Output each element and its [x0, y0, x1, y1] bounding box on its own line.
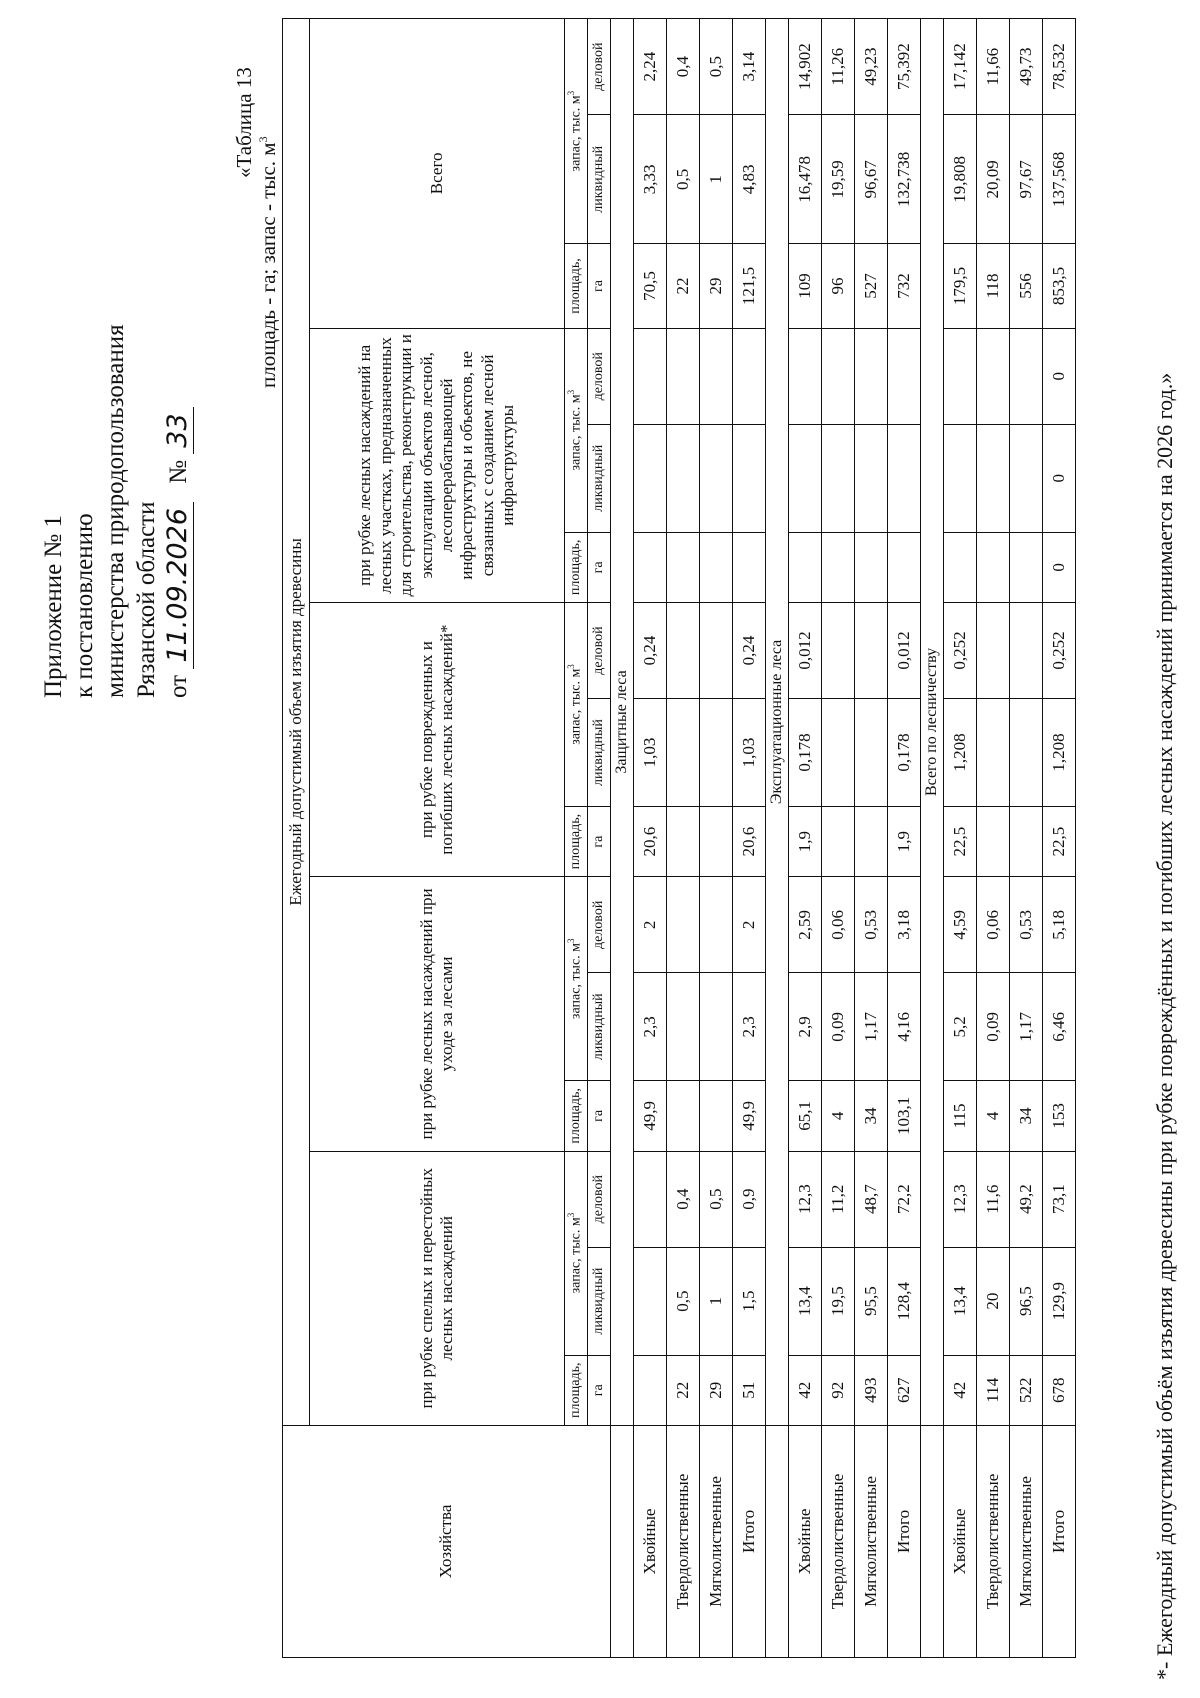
table-cell: 1,208 — [944, 699, 977, 807]
table-cell: 13,4 — [944, 1247, 977, 1355]
table-row — [1010, 19, 1043, 1658]
table-cell — [733, 328, 766, 424]
table-cell: 0,06 — [822, 877, 855, 973]
table-cell: 19,59 — [822, 115, 855, 244]
table-row — [1043, 19, 1076, 1658]
table-cell: 0,012 — [888, 602, 921, 698]
table-cell: 0,9 — [733, 1151, 766, 1247]
farm-name: Итого — [1043, 1425, 1076, 1657]
handwritten-number: 33 — [162, 407, 194, 453]
table-cell: 95,5 — [855, 1247, 888, 1355]
farm-name: Итого — [888, 1425, 921, 1657]
table-cell: 678 — [1043, 1355, 1076, 1425]
table-cell — [789, 424, 822, 532]
table-cell: 49,9 — [634, 1081, 667, 1151]
table-cell: 17,142 — [944, 19, 977, 115]
table-cell — [822, 602, 855, 698]
table-cell: 1,03 — [733, 699, 766, 807]
date-prefix: от — [165, 674, 192, 698]
table-cell — [822, 424, 855, 532]
table-cell: 0,24 — [634, 602, 667, 698]
table-cell: 2 — [634, 877, 667, 973]
section-title: Защитные леса — [611, 19, 634, 1426]
table-cell — [700, 806, 733, 876]
table-cell — [700, 1081, 733, 1151]
table-cell: 4,83 — [733, 115, 766, 244]
farms-header: Хозяйства — [283, 1425, 611, 1657]
liquid-header: ликвидный — [588, 115, 611, 244]
table-row — [944, 19, 977, 1658]
table-cell: 19,5 — [822, 1247, 855, 1355]
area-header: площадь, — [565, 244, 588, 328]
table-cell: 78,532 — [1043, 19, 1076, 115]
table-cell — [977, 532, 1010, 602]
table-cell — [700, 328, 733, 424]
table-cell: 118 — [977, 244, 1010, 328]
table-cell: 0,4 — [667, 1151, 700, 1247]
table-cell: 19,808 — [944, 115, 977, 244]
table-cell: 1 — [700, 115, 733, 244]
table-cell — [888, 424, 921, 532]
table-cell: 2,24 — [634, 19, 667, 115]
section-row — [766, 19, 789, 1658]
table-cell: 1,03 — [634, 699, 667, 807]
stock-header-text: запас, тыс. м — [568, 942, 584, 1020]
table-cell: 627 — [888, 1355, 921, 1425]
table-row — [888, 19, 921, 1658]
table-cell: 11,66 — [977, 19, 1010, 115]
table-cell — [888, 328, 921, 424]
table-cell — [667, 1081, 700, 1151]
harvest-volume-table — [282, 18, 1076, 1658]
category-care-felling: при рубке лесных насаждений при уходе за лесами — [310, 877, 565, 1151]
table-cell: 103,1 — [888, 1081, 921, 1151]
table-cell — [977, 328, 1010, 424]
table-cell: 0,24 — [733, 602, 766, 698]
table-cell — [1010, 602, 1043, 698]
stock-header-superscript: 3 — [566, 664, 577, 669]
table-cell: 73,1 — [1043, 1151, 1076, 1247]
table-row — [789, 19, 822, 1658]
area-unit-header: га — [588, 532, 611, 602]
table-cell: 0 — [1043, 424, 1076, 532]
table-cell — [667, 532, 700, 602]
table-cell — [667, 328, 700, 424]
table-cell: 49,9 — [733, 1081, 766, 1151]
table-cell — [667, 973, 700, 1081]
table-cell — [822, 806, 855, 876]
table-cell: 1,17 — [855, 973, 888, 1081]
table-cell — [855, 806, 888, 876]
farm-name: Мягколиственные — [1010, 1425, 1043, 1657]
farm-name: Итого — [733, 1425, 766, 1657]
table-cell: 49,2 — [1010, 1151, 1043, 1247]
table-cell — [700, 424, 733, 532]
area-unit-header: га — [588, 1081, 611, 1151]
table-cell: 34 — [1010, 1081, 1043, 1151]
table-cell: 96,5 — [1010, 1247, 1043, 1355]
table-cell — [700, 877, 733, 973]
table-cell: 96 — [822, 244, 855, 328]
table-cell: 0,53 — [1010, 877, 1043, 973]
table-cell: 5,18 — [1043, 877, 1076, 973]
table-cell — [634, 1151, 667, 1247]
table-cell: 2,3 — [733, 973, 766, 1081]
table-cell — [944, 424, 977, 532]
table-cell: 3,33 — [634, 115, 667, 244]
table-cell — [822, 699, 855, 807]
table-cell: 22 — [667, 1355, 700, 1425]
table-cell — [977, 806, 1010, 876]
table-cell — [855, 602, 888, 698]
table-head-row-1 — [283, 19, 310, 1658]
farm-name: Твердолиственные — [667, 1425, 700, 1657]
header-line: к постановлению — [71, 513, 98, 698]
farm-name: Твердолиственные — [977, 1425, 1010, 1657]
table-cell: 1,208 — [1043, 699, 1076, 807]
table-cell: 22,5 — [944, 806, 977, 876]
stock-header-superscript: 3 — [566, 1212, 577, 1218]
business-header: деловой — [588, 1151, 611, 1247]
table-cell — [789, 328, 822, 424]
table-cell: 2,9 — [789, 973, 822, 1081]
business-header: деловой — [588, 19, 611, 115]
table-cell — [944, 532, 977, 602]
table-cell — [700, 602, 733, 698]
table-cell: 129,9 — [1043, 1247, 1076, 1355]
category-infrastructure-felling: при рубке лесных насаждений на лесных участках, предназначенных для строительства, реконструкции и эксплуатации объектов лесной, лесоперерабатывающей инфраструктуры и объектов, не связанных с созданием лесной инфраструктуры — [310, 328, 565, 602]
farm-name: Мягколиственные — [700, 1425, 733, 1657]
table-body — [283, 19, 1076, 1658]
farm-name: Хвойные — [634, 1425, 667, 1657]
table-cell: 556 — [1010, 244, 1043, 328]
table-cell: 115 — [944, 1081, 977, 1151]
business-header: деловой — [588, 328, 611, 424]
table-cell: 853,5 — [1043, 244, 1076, 328]
table-cell: 16,478 — [789, 115, 822, 244]
stock-header — [565, 877, 588, 1081]
table-cell: 51 — [733, 1355, 766, 1425]
category-damaged-felling: при рубке поврежденных и погибших лесных насаждений* — [310, 602, 565, 876]
table-row — [634, 19, 667, 1658]
units-superscript: 3 — [256, 136, 270, 143]
table-cell: 1,9 — [888, 806, 921, 876]
area-header: площадь, — [565, 1355, 588, 1425]
table-cell: 29 — [700, 1355, 733, 1425]
liquid-header: ликвидный — [588, 973, 611, 1081]
table-cell — [944, 328, 977, 424]
table-cell: 75,392 — [888, 19, 921, 115]
table-cell — [1010, 328, 1043, 424]
table-cell — [733, 532, 766, 602]
table-cell — [700, 973, 733, 1081]
header-line: министерства природопользования — [102, 324, 129, 698]
table-cell: 49,73 — [1010, 19, 1043, 115]
table-cell — [855, 424, 888, 532]
area-header: площадь, — [565, 1081, 588, 1151]
table-cell — [700, 532, 733, 602]
table-cell: 0,53 — [855, 877, 888, 973]
table-cell: 1,9 — [789, 806, 822, 876]
table-cell — [822, 532, 855, 602]
table-cell: 121,5 — [733, 244, 766, 328]
header-line: Приложение № 1 — [40, 514, 67, 698]
table-cell — [822, 328, 855, 424]
table-cell: 0,5 — [700, 19, 733, 115]
table-cell — [700, 699, 733, 807]
area-unit-header: га — [588, 244, 611, 328]
table-cell: 0,4 — [667, 19, 700, 115]
table-row — [667, 19, 700, 1658]
stock-header-superscript: 3 — [566, 938, 577, 943]
table-cell: 132,738 — [888, 115, 921, 244]
table-cell: 92 — [822, 1355, 855, 1425]
table-cell: 0,252 — [944, 602, 977, 698]
table-cell: 3,18 — [888, 877, 921, 973]
table-cell: 137,568 — [1043, 115, 1076, 244]
units-text: площадь - га; запас - тыс. м — [256, 142, 280, 388]
liquid-header: ликвидный — [588, 424, 611, 532]
table-cell — [634, 1247, 667, 1355]
table-cell: 4,59 — [944, 877, 977, 973]
table-cell — [667, 699, 700, 807]
table-cell: 1,5 — [733, 1247, 766, 1355]
table-cell: 12,3 — [789, 1151, 822, 1247]
stock-header — [565, 19, 588, 244]
table-cell: 11,6 — [977, 1151, 1010, 1247]
table-cell: 42 — [944, 1355, 977, 1425]
stock-header-text: запас, тыс. м — [568, 394, 584, 471]
table-cell: 20,6 — [634, 806, 667, 876]
stock-header — [565, 1151, 588, 1355]
table-cell — [667, 877, 700, 973]
group-title: Ежегодный допустимый объем изъятия древесины — [283, 19, 310, 1426]
units-label — [256, 136, 281, 388]
table-cell: 0 — [1043, 328, 1076, 424]
stock-header-superscript: 3 — [566, 389, 577, 395]
stock-header — [565, 602, 588, 806]
table-cell — [1010, 532, 1043, 602]
table-cell: 20,09 — [977, 115, 1010, 244]
farm-name: Хвойные — [789, 1425, 822, 1657]
table-cell — [888, 532, 921, 602]
section-title: Всего по лесничеству — [921, 19, 944, 1426]
handwritten-date: 11.09.2026 — [162, 502, 194, 669]
table-cell: 4 — [822, 1081, 855, 1151]
table-cell: 11,26 — [822, 19, 855, 115]
liquid-header: ликвидный — [588, 1247, 611, 1355]
table-cell: 0,012 — [789, 602, 822, 698]
table-cell — [977, 424, 1010, 532]
table-row — [855, 19, 888, 1658]
table-cell: 49,23 — [855, 19, 888, 115]
table-cell: 109 — [789, 244, 822, 328]
table-cell — [667, 424, 700, 532]
table-cell: 1 — [700, 1247, 733, 1355]
approval-header — [38, 324, 193, 698]
table-cell — [634, 1355, 667, 1425]
table-cell: 13,4 — [789, 1247, 822, 1355]
table-cell — [977, 699, 1010, 807]
table-cell: 0,5 — [700, 1151, 733, 1247]
table-cell: 0,178 — [888, 699, 921, 807]
table-cell: 153 — [1043, 1081, 1076, 1151]
table-cell: 65,1 — [789, 1081, 822, 1151]
table-cell: 0,5 — [667, 1247, 700, 1355]
section-title: Эксплуатационные леса — [766, 19, 789, 1426]
table-cell — [855, 699, 888, 807]
section-row — [921, 19, 944, 1658]
table-cell: 34 — [855, 1081, 888, 1151]
table-cell — [634, 328, 667, 424]
table-cell: 0,09 — [977, 973, 1010, 1081]
table-label: «Таблица 13 — [232, 67, 256, 178]
table-cell: 0,5 — [667, 115, 700, 244]
number-prefix: № — [165, 459, 192, 484]
table-cell: 22 — [667, 244, 700, 328]
table-cell: 0,06 — [977, 877, 1010, 973]
stock-header-text: запас, тыс. м — [568, 1217, 584, 1294]
table-cell: 96,67 — [855, 115, 888, 244]
table-cell: 3,14 — [733, 19, 766, 115]
table-cell — [667, 806, 700, 876]
farm-name: Хвойные — [944, 1425, 977, 1657]
table-cell — [634, 532, 667, 602]
area-header: площадь, — [565, 532, 588, 602]
table-cell — [855, 328, 888, 424]
table-cell: 522 — [1010, 1355, 1043, 1425]
business-header: деловой — [588, 877, 611, 973]
category-mature-felling: при рубке спелых и перестойных лесных насаждений — [310, 1151, 565, 1425]
table-cell: 5,2 — [944, 973, 977, 1081]
table-cell: 20 — [977, 1247, 1010, 1355]
table-cell — [1010, 806, 1043, 876]
table-cell: 0,252 — [1043, 602, 1076, 698]
table-cell: 2,59 — [789, 877, 822, 973]
table-row — [822, 19, 855, 1658]
table-row — [977, 19, 1010, 1658]
table-cell: 2,3 — [634, 973, 667, 1081]
table-cell: 72,2 — [888, 1151, 921, 1247]
table-cell: 20,6 — [733, 806, 766, 876]
table-cell: 1,17 — [1010, 973, 1043, 1081]
table-cell — [667, 602, 700, 698]
table-cell: 114 — [977, 1355, 1010, 1425]
section-blank-cell — [766, 1425, 789, 1657]
table-cell: 0,09 — [822, 973, 855, 1081]
table-cell — [733, 424, 766, 532]
table-cell: 0,178 — [789, 699, 822, 807]
table-cell: 70,5 — [634, 244, 667, 328]
area-unit-header: га — [588, 1355, 611, 1425]
table-cell: 48,7 — [855, 1151, 888, 1247]
table-cell: 11,2 — [822, 1151, 855, 1247]
table-cell: 493 — [855, 1355, 888, 1425]
liquid-header: ликвидный — [588, 699, 611, 807]
scan-specks — [590, 1684, 596, 1690]
table-cell: 128,4 — [888, 1247, 921, 1355]
table-cell: 97,67 — [1010, 115, 1043, 244]
category-total: Всего — [310, 19, 565, 329]
table-cell: 29 — [700, 244, 733, 328]
table-cell — [1010, 424, 1043, 532]
table-cell: 4 — [977, 1081, 1010, 1151]
table-cell: 4,16 — [888, 973, 921, 1081]
area-header: площадь, — [565, 806, 588, 876]
table-cell: 22,5 — [1043, 806, 1076, 876]
table-head-row-4 — [588, 19, 611, 1658]
table-row — [700, 19, 733, 1658]
farm-name: Твердолиственные — [822, 1425, 855, 1657]
table-cell: 527 — [855, 244, 888, 328]
table-cell: 12,3 — [944, 1151, 977, 1247]
table-cell — [977, 602, 1010, 698]
table-cell: 6,46 — [1043, 973, 1076, 1081]
table-cell — [855, 532, 888, 602]
table-cell — [1010, 699, 1043, 807]
area-unit-header: га — [588, 806, 611, 876]
header-line: Рязанской области — [133, 501, 160, 698]
table-cell: 42 — [789, 1355, 822, 1425]
section-blank-cell — [921, 1425, 944, 1657]
footnote: *- Ежегодный допустимый объём изъятия древесины при рубке повреждённых и погибших лесных насаждений принимается на 2026 год.» — [1152, 372, 1177, 1680]
table-cell: 179,5 — [944, 244, 977, 328]
section-row — [611, 19, 634, 1658]
stock-header-text: запас, тыс. м — [568, 95, 584, 172]
table-cell: 2 — [733, 877, 766, 973]
stock-header — [565, 328, 588, 532]
farm-name: Мягколиственные — [855, 1425, 888, 1657]
table-cell: 0 — [1043, 532, 1076, 602]
table-cell: 14,902 — [789, 19, 822, 115]
stock-header-superscript: 3 — [566, 90, 577, 96]
table-head-row-2 — [310, 19, 565, 1658]
table-cell: 732 — [888, 244, 921, 328]
section-blank-cell — [611, 1425, 634, 1657]
date-number-line — [162, 324, 193, 698]
business-header: деловой — [588, 602, 611, 698]
table-head-row-3 — [565, 19, 588, 1658]
table-cell — [789, 532, 822, 602]
table-cell — [634, 424, 667, 532]
stock-header-text: запас, тыс. м — [568, 668, 584, 745]
table-row — [733, 19, 766, 1658]
